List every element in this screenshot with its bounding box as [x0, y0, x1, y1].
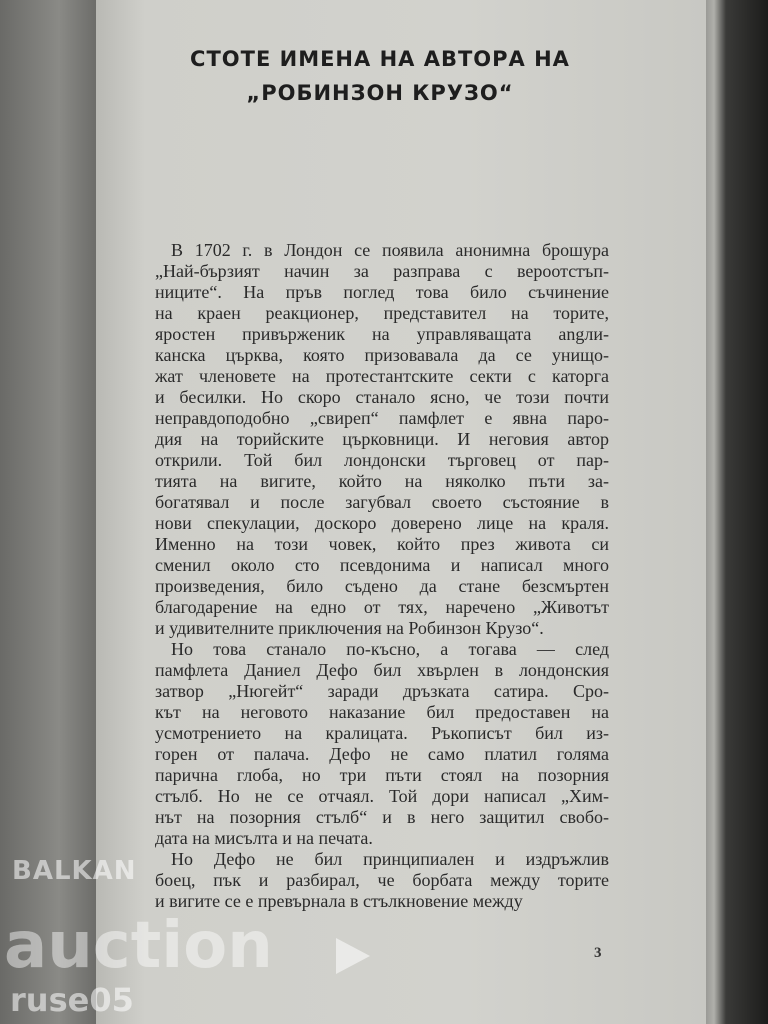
text-line: горен от палача. Дефо не само платил голяма: [155, 744, 609, 764]
text-line: В 1702 г. в Лондон се появила анонимна брошура: [171, 240, 609, 260]
text-line: парична глоба, но три пъти стоял на позорния: [155, 765, 609, 785]
text-line: памфлета Даниел Дефо бил хвърлен в лондонския: [155, 660, 609, 680]
text-line: тията на вигите, който на няколко пъти за-: [155, 471, 609, 491]
text-line: боец, пък и разбирал, че борбата между торите: [155, 870, 609, 890]
text-line: дата на мисълта и на печата.: [155, 828, 373, 848]
text-line: дия на торийските църковници. И неговия автор: [155, 429, 609, 449]
text-line: богатявал и после загубвал своето състояние в: [155, 492, 609, 512]
text-line: открили. Той бил лондонски търговец от пар-: [155, 450, 609, 470]
text-line: кът на неговото наказание бил предоставен на: [155, 702, 609, 722]
text-line: жат членовете на протестантските секти с каторга: [155, 366, 609, 386]
page-number: 3: [594, 945, 602, 961]
watermark-play-icon: [336, 938, 370, 974]
text-line: нови спекулации, доскоро доверено лице на краля.: [155, 513, 609, 533]
text-line: яростен привърженик на управляващата angли-: [155, 324, 609, 344]
text-line: сменил около сто псевдонима и написал много: [155, 555, 609, 575]
text-line: и бесилки. Но скоро станало ясно, че този почти: [155, 387, 609, 407]
watermark-user: ruse05: [10, 981, 134, 1019]
text-line: на краен реакционер, представител на торите,: [155, 303, 609, 323]
chapter-title-line-2: „РОБИНЗОН КРУЗО“: [246, 81, 514, 105]
watermark-auction: auction: [4, 909, 273, 983]
text-line: Именно на този човек, който през живота си: [155, 534, 609, 554]
page-edge-right: [706, 0, 768, 1024]
text-line: произведения, било съдено да стане безсмъртен: [155, 576, 609, 596]
text-line: и удивителните приключения на Робинзон Крузо“.: [155, 618, 544, 638]
body-text: [155, 240, 609, 912]
text-line: затвор „Нюгейт“ заради дръзката сатира. Сро-: [155, 681, 609, 701]
text-line: ниците“. На пръв поглед това било съчинение: [155, 282, 609, 302]
text-line: стълб. Но не се отчаял. Той дори написал „Хим-: [155, 786, 609, 806]
text-line: канска църква, която призовавала да се унищо-: [155, 345, 609, 365]
text-line: неправдоподобно „свиреп“ памфлет е явна паро-: [155, 408, 609, 428]
text-line: благодарение на едно от тях, наречено „Животът: [155, 597, 609, 617]
watermark-balkan: BALKAN: [12, 856, 137, 886]
text-line: Но Дефо не бил принципиален и издръжлив: [171, 849, 609, 869]
text-line: усмотрението на кралицата. Ръкописът бил из-: [155, 723, 609, 743]
text-line: „Най-бързият начин за разправа с вероотстъп-: [155, 261, 609, 281]
text-line: и вигите се е превърнала в стълкновение между: [155, 891, 523, 911]
text-line: Но това станало по-късно, а тогава — след: [171, 639, 609, 659]
text-line: нът на позорния стълб“ и в него защитил свобо-: [155, 807, 609, 827]
chapter-title-line-1: СТОТЕ ИМЕНА НА АВТОРА НА: [190, 47, 570, 71]
